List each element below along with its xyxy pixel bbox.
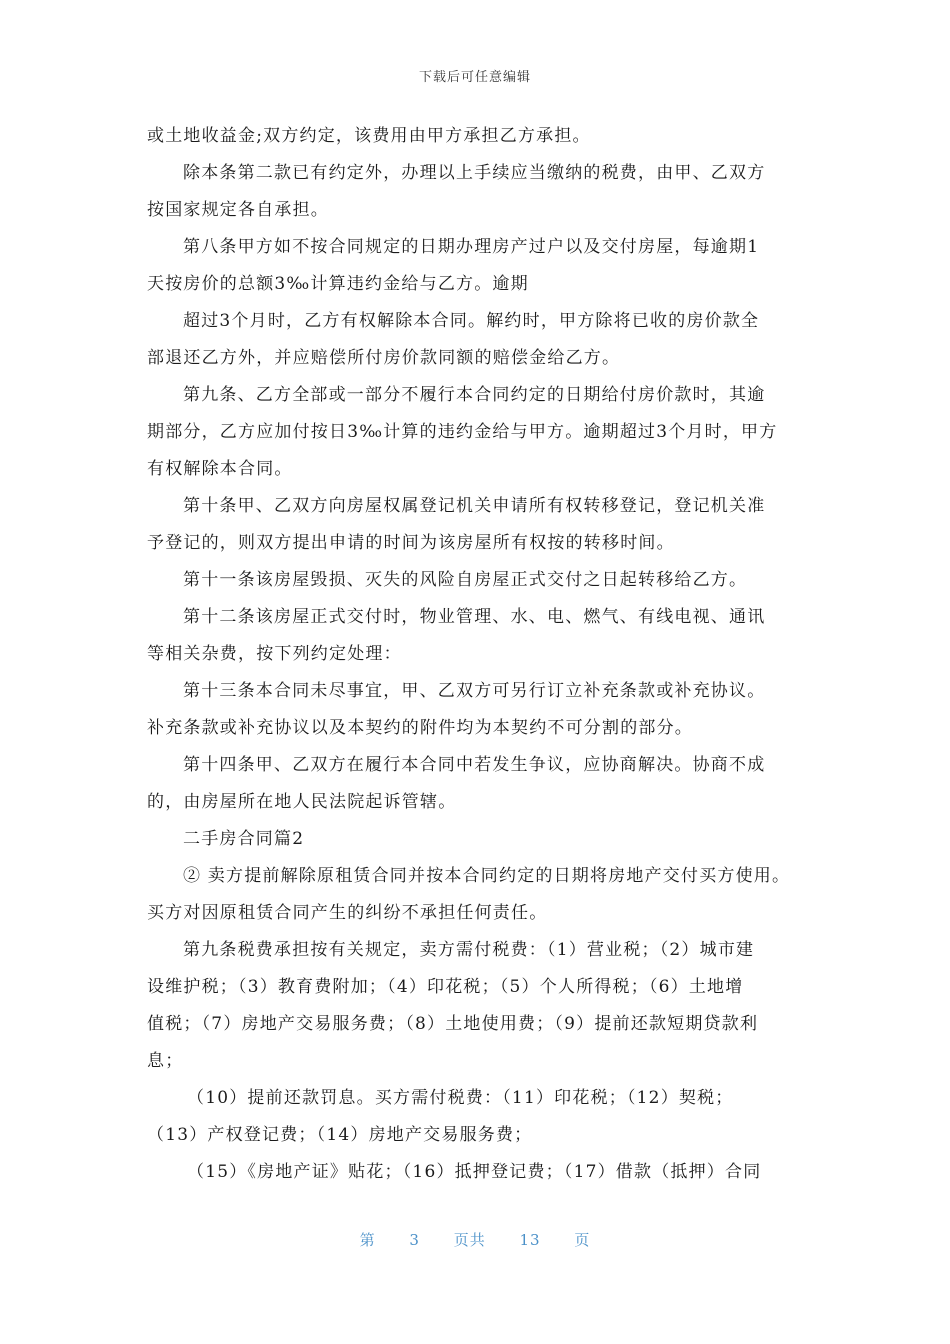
text-line: 第八条甲方如不按合同规定的日期办理房产过户以及交付房屋，每逾期1 (183, 237, 760, 257)
document-body (147, 118, 807, 1191)
text-line: ② 卖方提前解除原租赁合同并按本合同约定的日期将房地产交付买方使用。 (183, 866, 791, 886)
text-line: （13）产权登记费；（14）房地产交易服务费； (147, 1125, 533, 1145)
footer-total-pages: 13 (519, 1231, 541, 1249)
text-line: 按国家规定各自承担。 (147, 200, 329, 220)
text-line: 第十条甲、乙双方向房屋权属登记机关申请所有权转移登记，登记机关准 (183, 496, 766, 516)
text-line: 第十四条甲、乙双方在履行本合同中若发生争议，应协商解决。协商不成 (183, 755, 766, 775)
footer-middle: 页共 (453, 1231, 486, 1249)
page-number-footer (0, 1229, 950, 1250)
text-line: 期部分，乙方应加付按日3‰计算的违约金给与甲方。逾期超过3个月时，甲方 (147, 422, 778, 442)
text-line: 等相关杂费，按下列约定处理： (147, 644, 402, 664)
text-line: （10）提前还款罚息。买方需付税费：（11）印花税；（12）契税； (187, 1088, 734, 1108)
text-line: 补充条款或补充协议以及本契约的附件均为本契约不可分割的部分。 (147, 718, 693, 738)
text-line: 部退还乙方外，并应赔偿所付房价款同额的赔偿金给乙方。 (147, 348, 621, 368)
footer-current-page: 3 (409, 1231, 420, 1249)
text-line: 予登记的，则双方提出申请的时间为该房屋所有权按的转移时间。 (147, 533, 675, 553)
text-line: 第十二条该房屋正式交付时，物业管理、水、电、燃气、有线电视、通讯 (183, 607, 766, 627)
text-line: （15）《房地产证》贴花；（16）抵押登记费；（17）借款（抵押）合同 (187, 1162, 762, 1182)
footer-prefix: 第 (359, 1231, 376, 1249)
text-line: 设维护税；（3）教育费附加；（4）印花税；（5）个人所得税；（6）土地增 (147, 977, 744, 997)
text-line: 第十一条该房屋毁损、灭失的风险自房屋正式交付之日起转移给乙方。 (183, 570, 748, 590)
text-line: 天按房价的总额3‰计算违约金给与乙方。逾期 (147, 274, 529, 294)
section-heading: 二手房合同篇2 (183, 829, 305, 849)
text-line: 或土地收益金;双方约定，该费用由甲方承担乙方承担。 (147, 126, 591, 146)
text-line: 第九条税费承担按有关规定，卖方需付税费：（1）营业税；（2）城市建 (183, 940, 755, 960)
text-line: 第十三条本合同未尽事宜，甲、乙双方可另行订立补充条款或补充协议。 (183, 681, 766, 701)
text-line: 超过3个月时，乙方有权解除本合同。解约时，甲方除将已收的房价款全 (183, 311, 760, 331)
text-line: 买方对因原租赁合同产生的纠纷不承担任何责任。 (147, 903, 548, 923)
text-line: 除本条第二款已有约定外，办理以上手续应当缴纳的税费，由甲、乙双方 (183, 163, 766, 183)
text-line: 值税；（7）房地产交易服务费；（8）土地使用费；（9）提前还款短期贷款利 (147, 1014, 759, 1034)
text-line: 息； (147, 1051, 184, 1071)
footer-suffix: 页 (574, 1231, 591, 1249)
text-line: 有权解除本合同。 (147, 459, 293, 479)
page-header-note: 下载后可任意编辑 (418, 70, 531, 85)
text-line: 第九条、乙方全部或一部分不履行本合同约定的日期给付房价款时，其逾 (183, 385, 766, 405)
text-line: 的，由房屋所在地人民法院起诉管辖。 (147, 792, 457, 812)
